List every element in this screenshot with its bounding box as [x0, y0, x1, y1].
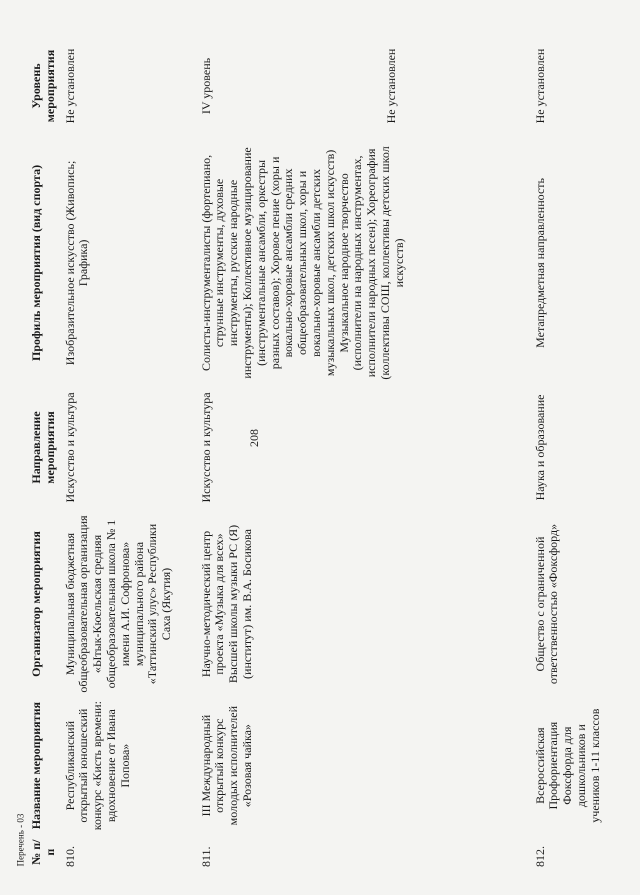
event-level: IV уровень: [198, 57, 213, 115]
row-number: 810.: [62, 846, 77, 867]
event-profile: Изобразительное искусство (Живопись; Графика): [62, 160, 91, 366]
rotated-table-container: [30, 30, 640, 870]
header-name: Название мероприятия: [29, 702, 43, 830]
row-number: 812.: [532, 846, 547, 867]
header-num: № п/п: [29, 839, 57, 865]
header-direction: Направление мероприятия: [29, 411, 57, 484]
event-level-cell: [198, 30, 532, 142]
event-name: Республиканский открытый юношеский конкурс «Кисть времени: вдохновение от Ивана Попова»: [62, 701, 132, 831]
event-name: Всероссийская Профориентация Фоксфорда для дошкольников и учеников 1-11 классов: [532, 708, 602, 823]
events-table: [30, 30, 626, 870]
event-organizer: Научно-методический центр проекта «Музыка для всех» Высшей школы музыки РС (Я) (институт) им. В.А. Босикова: [198, 524, 254, 684]
footer-text: Перечень - 03: [15, 813, 25, 867]
header-profile: Профиль мероприятия (вид спорта): [29, 164, 43, 361]
event-organizer: Муниципальная бюджетная общеобразовательная организация «Ытык-Кюельская средняя общеобразовательная школа № 1 имени А.И. Софронова» муниципального района «Таттинский улус» Республики Саха (Якутия): [62, 515, 174, 693]
table-row: [198, 30, 532, 870]
event-direction: Искусство и культура: [62, 392, 77, 503]
table-row: [62, 30, 198, 870]
event-level: Не установлен: [532, 48, 547, 124]
event-profile: Солисты-инструменталисты (фортепиано, струнные инструменты, духовые инструменты, русские народные инструменты); Коллективное музицирование (инструментальные ансамбли, оркестры разных составов); Хоровое пение (хоры и вокально-хоровые ансамбли средних общеобразовательных школ, хоры и вокально-хоровые ансамбли детских музыкальных школ, детских школ искусств) Музыкальное народное творчество (исполнители на народных инструментах, исполнители народных песен); Хореография (коллективы СОШ, коллективы детских школ искусств): [198, 146, 406, 380]
row-number: 811.: [198, 846, 213, 867]
header-organizer: Организатор мероприятия: [29, 531, 43, 677]
table-header-row: [30, 30, 62, 870]
event-level-extra: Не установлен: [384, 48, 399, 124]
table-row: [532, 30, 626, 870]
header-level: Уровень мероприятия: [29, 49, 57, 123]
event-organizer: Общество с ограниченной ответственностью «Фоксфорд»: [532, 523, 561, 685]
event-direction: Наука и образование: [532, 394, 547, 501]
event-name: III Международный открытый конкурс молодых исполнителей «Розовая чайка»: [198, 705, 254, 826]
event-direction: Искусство и культура: [198, 392, 213, 503]
event-profile: Метапредметная направленность: [532, 178, 547, 348]
footer: [10, 800, 30, 880]
event-level: Не установлен: [62, 48, 77, 124]
page-number: 208: [247, 429, 261, 447]
